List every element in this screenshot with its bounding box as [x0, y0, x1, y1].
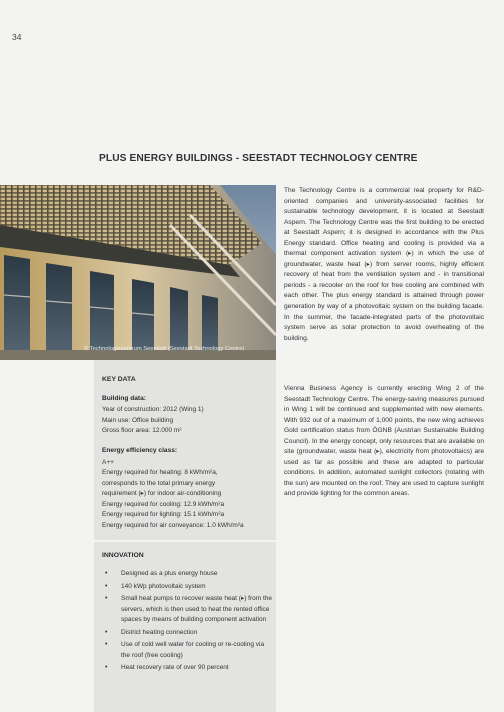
innovation-list	[102, 569, 274, 676]
building-data-line: Gross floor area: 12.000 m²	[102, 427, 182, 434]
innovation-item	[102, 640, 274, 661]
bullet-icon: •	[105, 641, 108, 649]
efficiency-line: Energy required for heating: 8 kWh/m²a,	[102, 469, 218, 476]
innovation-item	[102, 594, 274, 625]
bullet-icon: •	[105, 664, 108, 672]
building-facade-photo	[0, 185, 276, 360]
energy-efficiency-heading: Energy efficiency class:	[102, 447, 178, 454]
bullet-icon: •	[105, 582, 108, 590]
efficiency-line: requirement (▸) for indoor air-conditioning	[102, 490, 222, 497]
bullet-icon: •	[105, 628, 108, 636]
efficiency-line: Energy required for lighting: 15.1 kWh/m²a	[102, 511, 225, 518]
innovation-item	[102, 569, 274, 579]
building-data-line: Year of construction: 2012 (Wing 1)	[102, 406, 204, 413]
bullet-icon: •	[105, 570, 108, 577]
page-number: 34	[12, 32, 22, 42]
innovation-heading: INNOVATION	[102, 552, 144, 559]
efficiency-line: Energy required for air conveyance: 1.0 kWh/m²a	[102, 521, 244, 529]
innovation-item-text: Heat recovery rate of over 90 percent	[121, 664, 229, 672]
building-data-line: Main use: Office building	[102, 416, 174, 424]
efficiency-line: A++	[102, 458, 114, 466]
innovation-item-text: Use of cold well water for cooling or re-cooling via the roof (free cooling)	[121, 641, 265, 659]
key-data-box	[94, 360, 276, 540]
innovation-item-text: Small heat pumps to recover waste heat (▸) from the servers, which is then used to heat the rented office spaces by means of building component activation	[121, 595, 273, 623]
efficiency-line: corresponds to the total primary energy	[102, 479, 216, 487]
photo-caption: © Technologiezentrum Seestadt (Seestadt Technology Centre)	[84, 346, 245, 352]
innovation-item-text: Designed as a plus energy house	[121, 570, 218, 577]
innovation-item	[102, 663, 274, 673]
building-data-heading: Building data:	[102, 395, 146, 402]
innovation-item	[102, 628, 274, 638]
facade-illustration	[0, 185, 276, 360]
body-paragraph-1: The Technology Centre is a commercial real property for R&D-oriented companies and university-associated facilities for sustainable technology development, it is located at Seestadt Aspern. The Technology Centre was the first building to be erected at Seestadt Aspern; it is designed in accordance with the Plus Energy standard. Office heating and cooling is provided via a thermal component activation system (▸) in which the use of groundwater, waste heat (▸) from server rooms, highly efficient recovery of heat from the ventilation system and - in transitional periods - a recooler on the roof for free cooling are combined with each other. The plus energy standard is attained through power generation by way of a photovoltaic system on the building facade. In the summer, the facade-integrated parts of the photovoltaic system serve as solar protection to avoid overheating of the building.	[284, 187, 484, 342]
innovation-item-text: 140 kWp photovoltaic system	[121, 582, 206, 590]
innovation-item	[102, 582, 274, 592]
section-title: PLUS ENERGY BUILDINGS - SEESTADT TECHNOLOGY CENTRE	[99, 153, 418, 164]
innovation-box	[94, 542, 276, 712]
bullet-icon: •	[105, 595, 108, 603]
innovation-item-text: District heating connection	[121, 628, 198, 636]
body-paragraph-2: Vienna Business Agency is currently erecting Wing 2 of the Seestadt Technology Centre. The energy-saving measures pursued in Wing 1 will be continued and supplemented with new elements. With 932 out of a maximum of 1,000 points, the new wing achieves Gold certification status from ÖGNB (Austrian Sustainable Building Council). In the energy concept, only resources that are available on site (groundwater, waste heat (▸), electricity from photovoltaics) are used as far as possible and these are adapted to particular conditions. In addition, automated sunlight collectors (rotating with the sun) are mounted on the roof. They are used to capture sunlight and provide lighting for the common areas.	[284, 385, 484, 498]
efficiency-line: Energy required for cooling: 12.9 kWh/m²a	[102, 500, 225, 508]
key-data-heading: KEY DATA	[102, 376, 136, 383]
